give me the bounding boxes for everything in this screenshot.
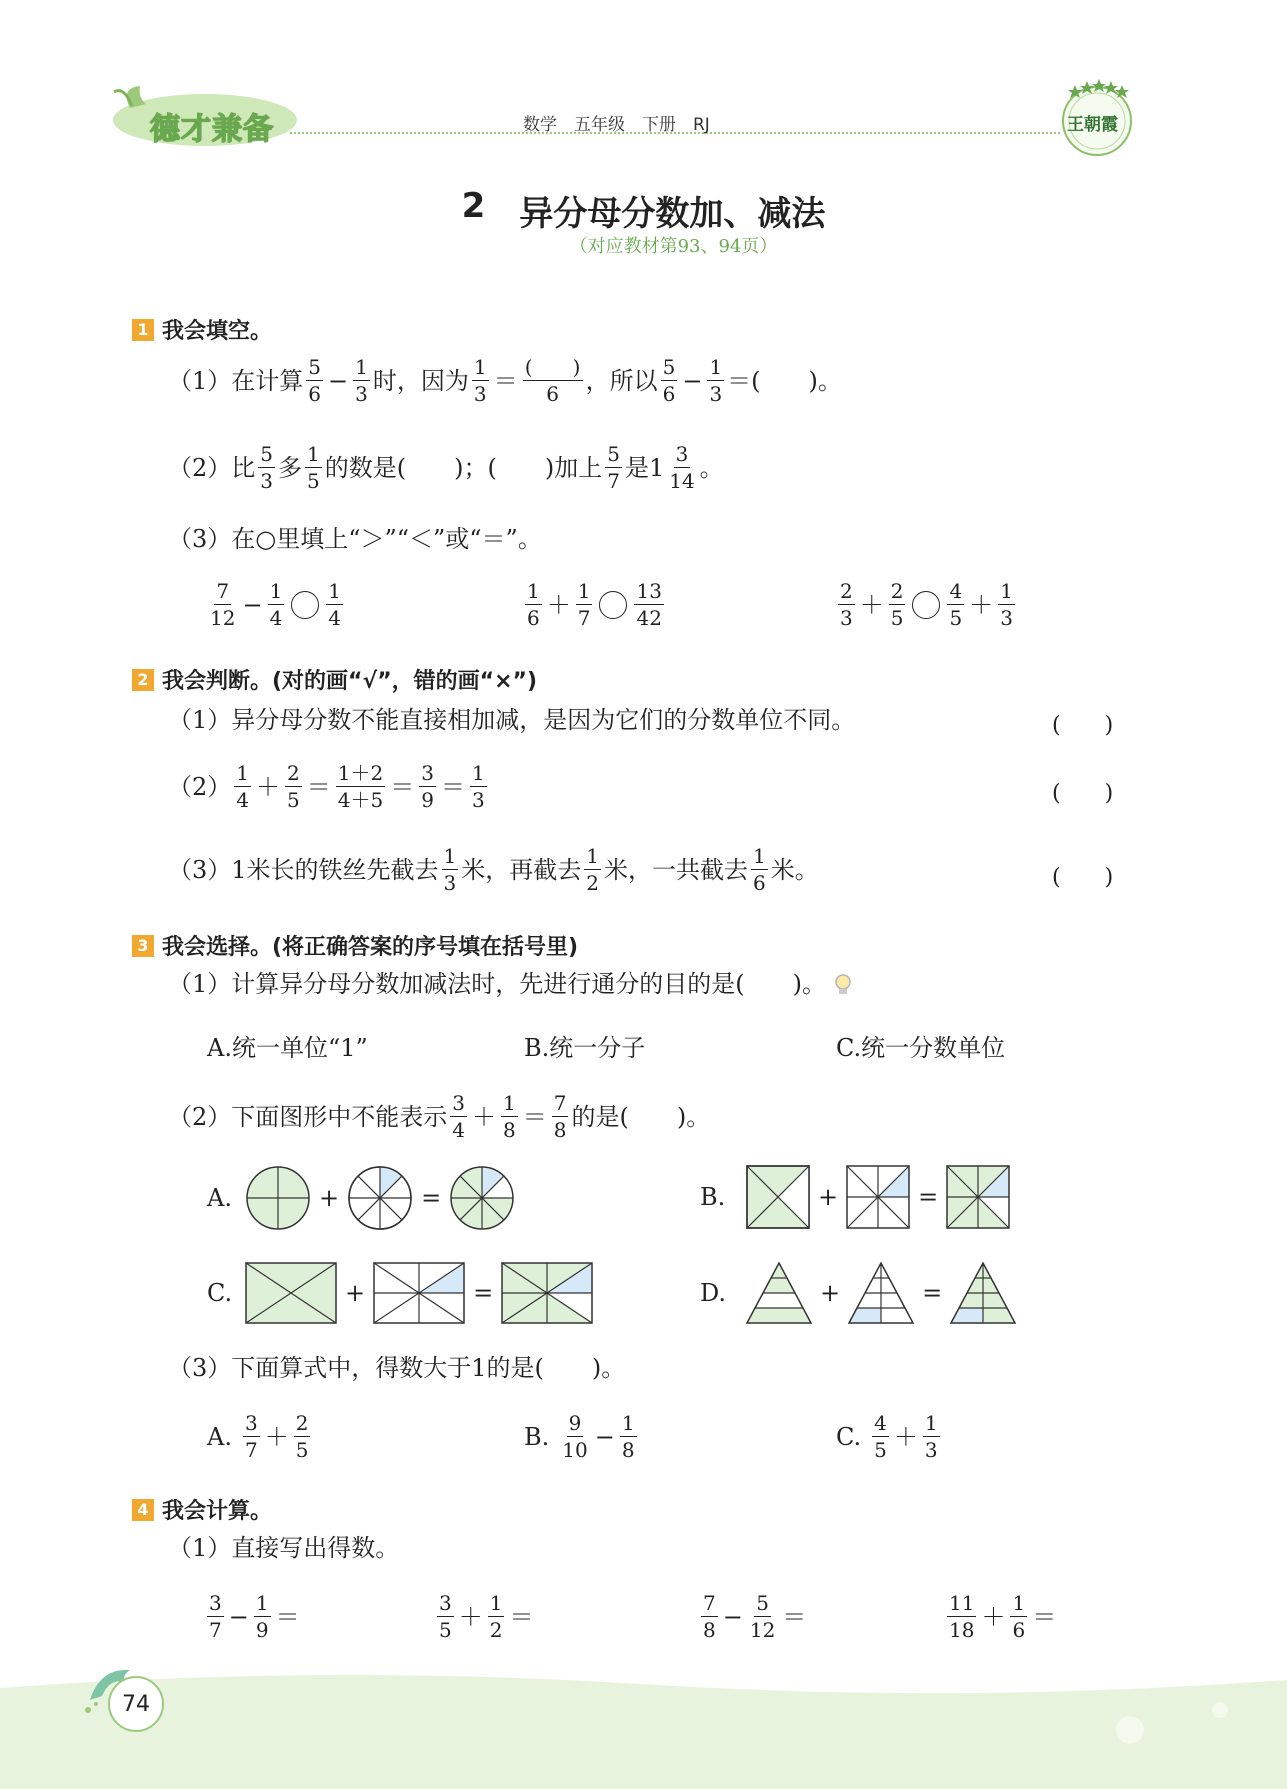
s3-q1-option-b[interactable]: B.统一分子 [524,1034,646,1062]
triangle-quarters-figure [746,1262,812,1324]
fraction: $\frac{5}{6}$ [662,355,676,406]
s1-q3-c: $\frac{2}{3}$ ＋ $\frac{2}{5}$ $\frac{4}{5}$ ＋ $\frac{1}{3}$ [840,579,1013,630]
title-number: 2 [461,186,486,226]
s4-q1: （1）直接写出得数。 [168,1534,400,1562]
fraction: $\frac{1}{3}$ [709,355,723,406]
s3-q3-option-a[interactable]: A. $\frac{3}{7}$ ＋ $\frac{2}{5}$ [207,1411,309,1462]
rect-quarters-figure [245,1262,337,1324]
figure-option-c[interactable]: C. + = [207,1262,593,1324]
s3-q3: （3）下面算式中，得数大于1的是( )。 [168,1354,626,1382]
fraction: $\frac{1}{3}$ [473,355,487,406]
s4-calc-4[interactable]: $\frac{11}{18}$ ＋ $\frac{1}{6}$ ＝ [949,1591,1057,1642]
fraction-blank[interactable]: $\frac{( )}{6}$ [523,356,583,405]
section1-number: 1 [132,319,154,341]
s3-q1: （1）计算异分母分数加减法时，先进行通分的目的是( )。 [168,972,854,996]
section3-title: 3 我会选择。(将正确答案的序号填在括号里) [132,930,578,961]
fraction: $\frac{5}{6}$ [308,355,322,406]
s1-q1: （1）在计算 $\frac{5}{6}$ − $\frac{1}{3}$ 时，因为 $\frac{1}{3}$ ＝ $\frac{( )}{6}$ ，所以 $\frac{5}{6}$ − $\frac{1}{3}$ ＝( )。 [168,355,842,406]
rect-eighths-figure [373,1262,465,1324]
s4-calc-1[interactable]: $\frac{3}{7}$ − $\frac{1}{9}$ ＝ [209,1591,300,1642]
fraction: $\frac{5}{3}$ [260,442,274,493]
answer-blank[interactable]: ＝( )。 [727,366,842,395]
s4-calc-3[interactable]: $\frac{7}{8}$ − $\frac{5}{12}$ ＝ [703,1591,807,1642]
answer-blank[interactable]: 的数是( )；( )加上 [324,453,603,482]
s2-q1: （1）异分母分数不能直接相加减，是因为它们的分数单位不同。 [168,706,856,734]
judge-blank-1[interactable]: ( ) [1052,713,1114,738]
section2-number: 2 [132,669,154,691]
compare-circle[interactable] [599,591,627,619]
section4-title: 4 我会计算。 [132,1494,272,1525]
page-subtitle: （对应教材第93、94页） [569,236,778,257]
square-result-figure [946,1165,1010,1229]
rect-result-figure [501,1262,593,1324]
compare-circle[interactable] [912,591,940,619]
mixed-number: 1 $\frac{3}{14}$ [648,442,695,493]
figure-option-a[interactable]: A. + = [207,1165,515,1231]
s2-q3: （3）1米长的铁丝先截去 $\frac{1}{3}$ 米，再截去 $\frac{1}{2}$ 米，一共截去 $\frac{1}{6}$ 米。 [168,844,819,895]
page-number-badge [108,1676,164,1732]
figure-option-b[interactable]: B. + = [700,1165,1010,1229]
circle-quarters-figure [245,1165,311,1231]
badge-text: 王朝霞 [1067,115,1118,135]
s4-calc-2[interactable]: $\frac{3}{5}$ ＋ $\frac{1}{2}$ ＝ [439,1591,534,1642]
fraction: $\frac{1}{3}$ [355,355,368,406]
bulb-icon [832,972,854,996]
s3-q1-option-c[interactable]: C.统一分数单位 [836,1034,1006,1062]
section4-number: 4 [132,1499,154,1521]
fraction: $\frac{1}{5}$ [307,442,320,493]
judge-blank-3[interactable]: ( ) [1052,865,1114,890]
header [0,0,1287,150]
circle-eighths-figure [347,1165,413,1231]
square-eighths-figure [846,1165,910,1229]
section3-number: 3 [132,935,154,957]
book-info: 数学 五年级 下册 RJ [523,115,710,135]
s1-q3: （3）在○里填上“＞”“＜”或“＝”。 [168,525,542,553]
section1-title: 1 我会填空。 [132,314,272,345]
s3-q2: （2）下面图形中不能表示 $\frac{3}{4}$ ＋ $\frac{1}{8}$ ＝ $\frac{7}{8}$ 的是( )。 [168,1091,711,1142]
triangle-eighths-figure [848,1262,914,1324]
compare-circle[interactable] [291,591,319,619]
triangle-result-figure [950,1262,1016,1324]
figure-option-d[interactable]: D. + = [700,1262,1016,1324]
circle-result-figure [449,1165,515,1231]
s2-q2: （2） $\frac{1}{4}$ ＋ $\frac{2}{5}$ ＝ $\frac{1+2}{4+5}$ ＝ $\frac{3}{9}$ ＝ $\frac{1}{3}$ [168,761,485,812]
page-number: 74 [122,1691,150,1717]
footer-background [0,1670,1287,1789]
fraction: $\frac{5}{7}$ [607,442,620,493]
brand-logo-text: 德才兼备 [150,112,274,147]
s3-q1-option-a[interactable]: A.统一单位“1” [207,1034,368,1062]
s1-q3-b: $\frac{1}{6}$ ＋ $\frac{1}{7}$ $\frac{13}{42}$ [527,579,662,630]
square-quarters-figure [746,1165,810,1229]
s3-q3-option-c[interactable]: C. $\frac{4}{5}$ ＋ $\frac{1}{3}$ [836,1411,938,1462]
s3-q3-option-b[interactable]: B. $\frac{9}{10}$ − $\frac{1}{8}$ [524,1411,635,1462]
judge-blank-2[interactable]: ( ) [1052,781,1114,806]
section2-title: 2 我会判断。(对的画“√”，错的画“×”) [132,664,537,695]
page-title [0,186,1287,235]
s1-q3-a: $\frac{7}{12}$ − $\frac{1}{4}$ $\frac{1}{4}$ [210,579,342,630]
title-text: 异分母分数加、减法 [519,194,826,234]
s1-q2: （2）比 $\frac{5}{3}$ 多 $\frac{1}{5}$ 的数是( )；( )加上 $\frac{5}{7}$ 是 1 $\frac{3}{14}$ 。 [168,442,724,493]
